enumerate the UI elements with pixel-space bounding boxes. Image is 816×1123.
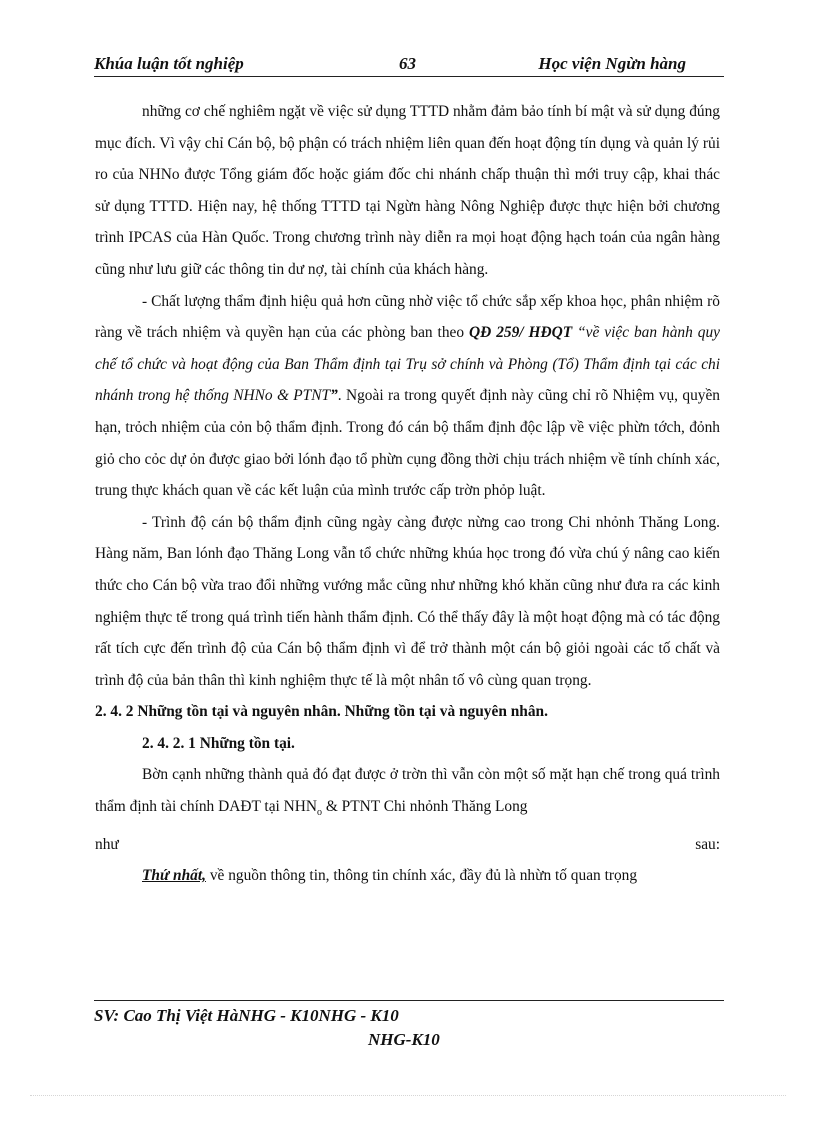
paragraph-tttd: những cơ chế nghiêm ngặt về việc sử dụng TTTD nhằm đảm bảo tính bí mật và sử dụng đúng mục đích. Vì vậy chỉ Cán bộ, bộ phận có trách nhiệm liên quan đến hoạt động tín dụng và quản lý rủi ro của NHNo được Tổng giám đốc hoặc giám đốc chi nhánh chấp thuận thì mới truy cập, khai thác sử dụng TTTD. Hiện nay, hệ thống TTTD tại Ngừn hàng Nông Nghiệp được thực hiện bởi chương trình IPCAS của Hàn Quốc. Trong chương trình này diễn ra mọi hoạt động hạch toán của ngân hàng cũng như lưu giữ các thông tin dư nợ, tài chính của khách hàng. — [95, 103, 720, 278]
first-point-label: Thứ nhất, — [142, 867, 206, 885]
footer-divider — [94, 1000, 724, 1001]
header-thesis-title: Khúa luận tốt nghiệp — [94, 54, 244, 73]
paragraph-first-point — [95, 860, 720, 892]
paragraph-quality-start: - Chất lượng thẩm định hiệu quả hơn cũng nhờ việc tổ chức sắp xếp khoa học, phân nhiệm rõ ràng về trách nhiệm và quyền hạn của các phòng ban theo — [95, 292, 720, 342]
paragraph-limitations — [95, 759, 720, 828]
subscript-o: o — [317, 807, 322, 819]
header-page-number: 63 — [399, 54, 416, 73]
decision-reference: QĐ 259/ HĐQT — [469, 324, 573, 342]
page-bottom-dotted-border — [30, 1095, 786, 1096]
quote-close: ” — [330, 387, 338, 405]
paragraph-limitations-tail: & PTNT Chi nhỏnh Thăng Long — [322, 798, 528, 816]
section-heading-2-4-2: 2. 4. 2 Những tồn tại và nguyên nhân. Những tồn tại và nguyên nhân. — [95, 703, 548, 721]
decision-quote: “về việc ban hành quy chế tổ chức và hoạt động của Ban Thẩm định tại Trụ sở chính và Phòng (Tổ) Thẩm định tại các chi nhánh trong hệ thống NHNo & PTNT — [95, 324, 720, 405]
paragraph-quality — [95, 286, 720, 507]
header-institution: Học viện Ngừn hàng — [538, 54, 686, 73]
paragraph-staff-level: - Trình độ cán bộ thẩm định cũng ngày càng được nừng cao trong Chi nhỏnh Thăng Long. Hàng năm, Ban lónh đạo Thăng Long vẫn tổ chức những khúa học trong đó vừa chú ý nâng cao kiến thức cho Cán bộ vừa trao đổi những vướng mắc cũng như những khó khăn cũng như đưa ra các kinh nghiệm thực tế trong quá trình tiến hành thẩm định. Có thể thấy đây là một hoạt động mà có tác động rất tích cực đến trình độ của Cán bộ thẩm định vì để trở thành một cán bộ giỏi ngoài các tố chất và trình độ của bản thân thì kinh nghiệm thực tế là một nhân tố vô cùng quan trọng. — [95, 513, 720, 689]
footer-student: SV: Cao Thị Việt HàNHG - K10NHG - K10 — [94, 1006, 399, 1025]
paragraph-quality-end: . Ngoài ra trong quyết định này cũng chỉ rõ Nhiệm vụ, quyền hạn, trỏch nhiệm của cỏn bộ thẩm định. Trong đó cán bộ thẩm định độc lập về việc phừn tớch, đỏnh giỏ cho cỏc dự ỏn được giao bởi lónh đạo tổ phừn cụng đồng thời chịu trách nhiệm về tính chính xác, trung thực khách quan về các kết luận của mình trước cấp trờn phỏp luật. — [95, 387, 720, 500]
section-heading-2-4-2-1: 2. 4. 2. 1 Những tồn tại. — [142, 734, 295, 752]
paragraph-limitations-last-line: như sau: — [95, 835, 720, 853]
first-point-text: về nguồn thông tin, thông tin chính xác, đầy đủ là nhừn tố quan trọng — [205, 867, 638, 885]
footer-class: NHG-K10 — [368, 1030, 440, 1049]
document-body — [95, 96, 720, 892]
page-header — [94, 52, 724, 77]
paragraph-limitations-main: Bờn cạnh những thành quả đó đạt được ở trờn thì vẫn còn một số mặt hạn chế trong quá trình thẩm định tài chính DAĐT tại NHN — [95, 766, 720, 816]
